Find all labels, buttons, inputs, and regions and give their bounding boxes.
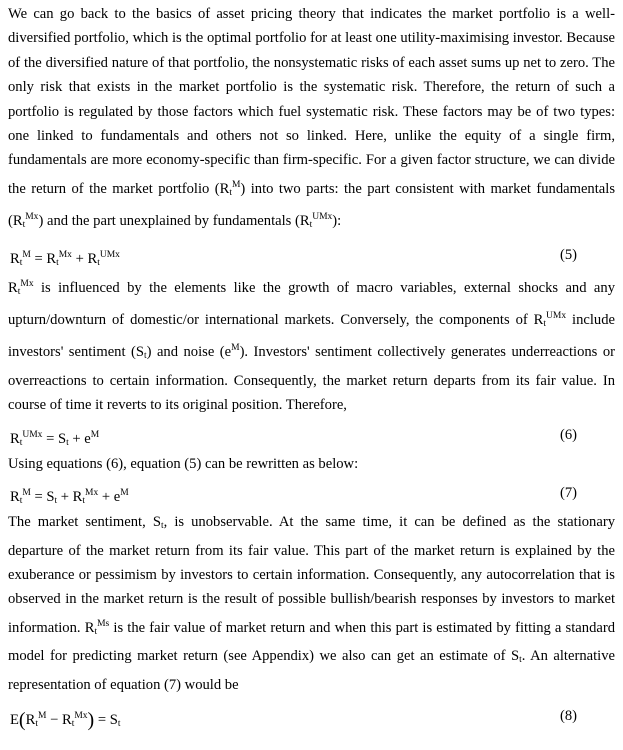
equation-8: $E(R_t^M - R_t^{Mx}) = S_t$ (8) (8, 697, 615, 735)
equation-6: $R_t^{UMx} = S_t + e^M$ (6) (8, 418, 615, 452)
paper-page (0, 2, 623, 750)
paragraph-sentiment: The market sentiment, $S_t$, is unobservable. At the same time, it can be defined as the stationary departure of the market return from its fair value. This part of the market return is explained by the exuberance or pessimism by investors to certain information. Consequently, any autocorrelation that is observed in the market return is the result of possible bullish/bearish responses by investors to market information. $R_t^{Ms}$ is the fair value of market return and when this part is estimated by fitting a standard model for predicting market return (see Appendix) we also can get an estimate of $S_t$. An alternative representation of equation (7) would be (8, 514, 616, 693)
paragraph-market-portfolio: We can go back to the basics of asset pricing theory that indicates the market portfolio is a well-diversified portfolio, which is the optimal portfolio for at least one utility-maximising investor. Because of the diversified nature of that portfolio, the nonsystematic risks of each asset sums up net to zero. The only risk that exists in the market portfolio is the systematic risk. Therefore, the return of such a portfolio is regulated by those factors which fuel systematic risk. These factors may be of two types: one linked to fundamentals and others not so linked. Here, unlike the equity of a single firm, fundamentals are more economy-specific than firm-specific. For a given factor structure, we can divide the return of the market portfolio $(R_t^M)$ into two parts: the part consistent with market fundamentals $(R_t^{Mx})$ and the part unexplained by fundamentals $(R_t^{UMx})$: (8, 6, 615, 231)
equation-7-number: (7) (559, 485, 577, 502)
equation-6-number: (6) (559, 426, 577, 443)
equation-5: $R_t^M = R_t^{Mx} + R_t^{UMx}$ (5) (8, 238, 615, 272)
paragraph-rewrite: Using equations (6), equation (5) can be rewritten as below: (8, 455, 359, 472)
equation-8-number: (8) (559, 707, 577, 724)
paragraph-fundamentals: $R_t^{Mx}$ is influenced by the elements like the growth of macro variables, external shocks and any upturn/downturn of domestic/or international markets. Conversely, the components of $R_t^{UMx}$ include investors' sentiment $(S_t)$ and noise $(e^M)$. Investors' sentiment collectively generates underreactions or overreactions to certain information. Consequently, the market return departs from its fair value. In course of time it reverts to its original position. Therefore, (8, 278, 615, 414)
equation-5-number: (5) (559, 246, 577, 263)
equation-7: $R_t^M = S_t + R_t^{Mx} + e^M$ (7) (8, 476, 615, 510)
